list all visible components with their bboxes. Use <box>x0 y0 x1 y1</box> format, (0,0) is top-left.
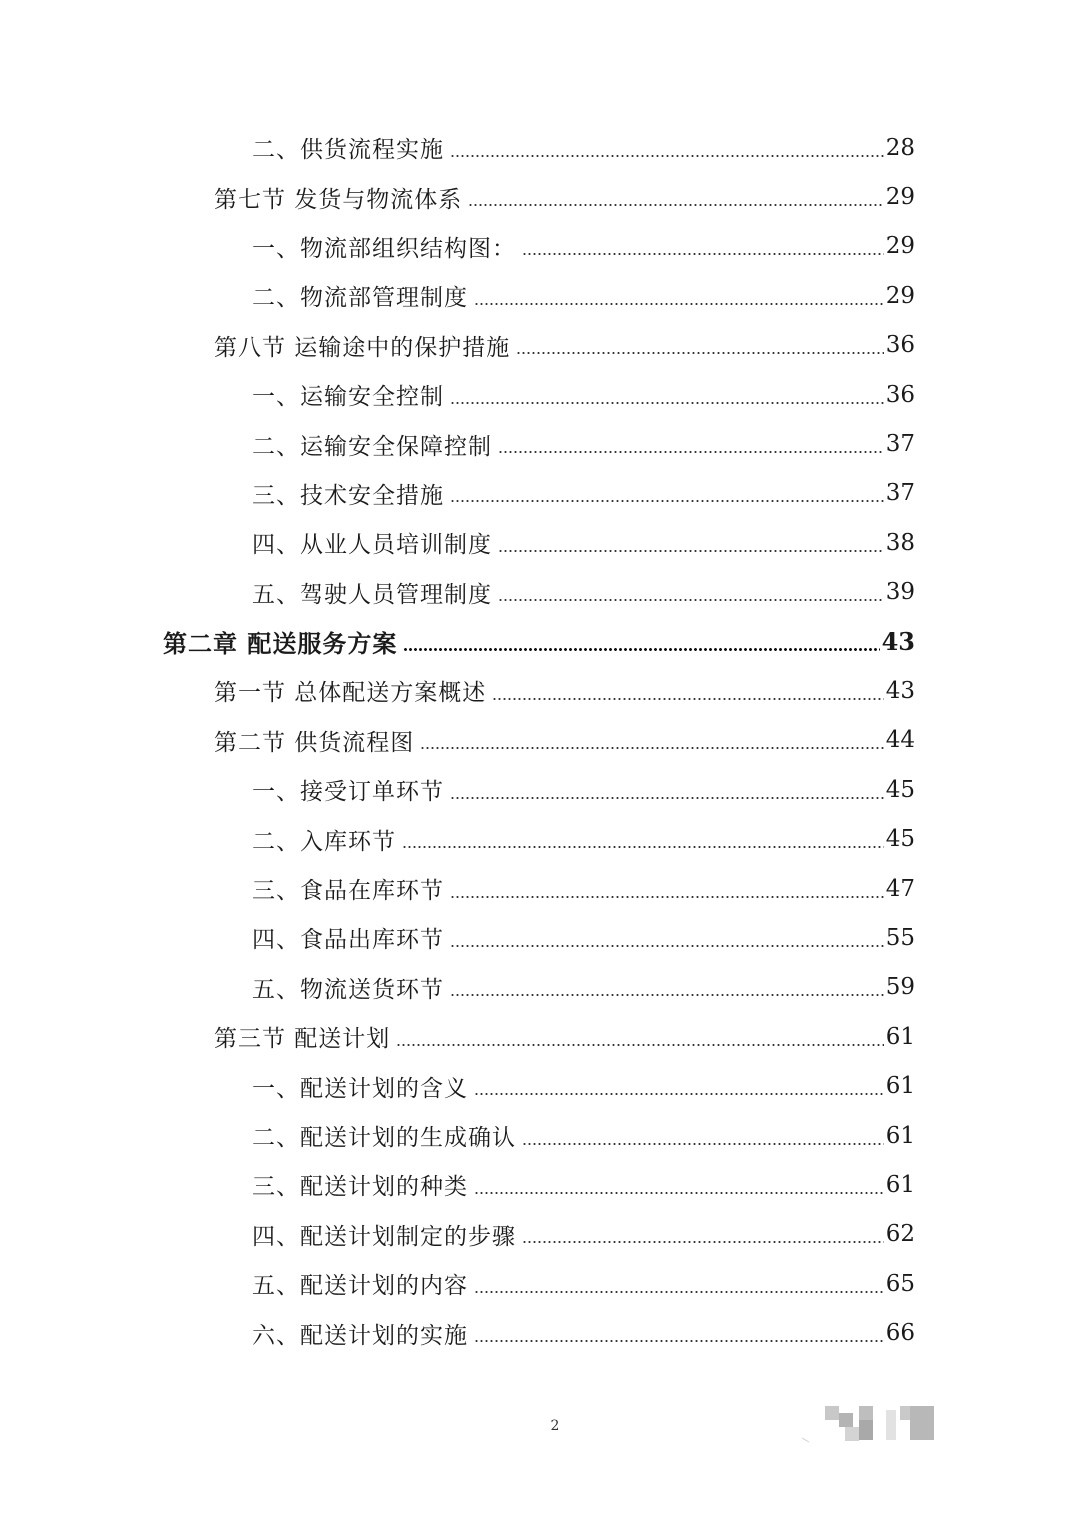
toc-entry[interactable] <box>0 172 1080 221</box>
toc-entry[interactable] <box>0 716 1080 765</box>
toc-entry[interactable] <box>0 518 1080 567</box>
pixelated-watermark <box>800 1400 940 1450</box>
toc-entry-page: 61 <box>885 1023 915 1050</box>
toc-leader-dots <box>450 994 884 996</box>
toc-entry-page: 43 <box>881 627 915 657</box>
toc-entry[interactable] <box>0 1111 1080 1160</box>
toc-entry[interactable] <box>0 1061 1080 1110</box>
toc-leader-dots <box>474 1291 884 1293</box>
toc-entry-title: 三、配送计划的种类 <box>252 1174 468 1201</box>
toc-entry[interactable] <box>0 271 1080 320</box>
toc-leader-dots <box>450 402 884 404</box>
toc-entry-title: 第二节 供货流程图 <box>214 729 415 756</box>
toc-entry-page: 39 <box>885 579 915 606</box>
toc-entry-title: 五、配送计划的内容 <box>252 1273 468 1300</box>
toc-entry-title: 四、配送计划制定的步骤 <box>252 1223 516 1250</box>
toc-entry-title: 五、驾驶人员管理制度 <box>252 581 492 608</box>
toc-entry-page: 28 <box>885 134 915 161</box>
toc-leader-dots <box>522 1143 884 1145</box>
toc-leader-dots <box>403 648 879 651</box>
toc-leader-dots <box>522 1241 884 1243</box>
toc-entry-page: 37 <box>885 431 915 458</box>
toc-entry-page: 43 <box>885 677 915 704</box>
toc-entry-title: 第三节 配送计划 <box>214 1026 391 1053</box>
toc-leader-dots <box>474 1192 884 1194</box>
toc-entry-title: 第一节 总体配送方案概述 <box>214 680 487 707</box>
toc-entry[interactable] <box>0 123 1080 172</box>
toc-entry[interactable] <box>0 1259 1080 1308</box>
toc-entry-page: 44 <box>885 727 915 754</box>
toc-leader-dots <box>396 1044 883 1046</box>
toc-entry-page: 36 <box>885 332 915 359</box>
toc-entry-page: 62 <box>885 1221 915 1248</box>
toc-leader-dots <box>498 599 884 601</box>
toc-leader-dots <box>450 896 884 898</box>
toc-leader-dots <box>402 846 884 848</box>
toc-entry[interactable] <box>0 370 1080 419</box>
toc-entry-title: 五、物流送货环节 <box>252 976 444 1003</box>
toc-leader-dots <box>474 1093 884 1095</box>
toc-entry-title: 一、配送计划的含义 <box>252 1075 468 1102</box>
toc-entry[interactable] <box>0 321 1080 370</box>
toc-entry[interactable] <box>0 1012 1080 1061</box>
toc-entry-title: 一、接受订单环节 <box>252 779 444 806</box>
toc-leader-dots <box>498 451 884 453</box>
toc-entry[interactable] <box>0 913 1080 962</box>
toc-leader-dots <box>498 550 884 552</box>
toc-leader-dots <box>420 747 883 749</box>
toc-entry-page: 29 <box>885 233 915 260</box>
toc-entry-title: 六、配送计划的实施 <box>252 1322 468 1349</box>
toc-entry-title: 三、技术安全措施 <box>252 482 444 509</box>
toc-entry-page: 61 <box>885 1073 915 1100</box>
toc-entry-title: 第二章 配送服务方案 <box>163 629 398 659</box>
toc-entry-title: 四、食品出库环节 <box>252 927 444 954</box>
toc-entry-page: 38 <box>885 529 915 556</box>
toc-entry-page: 47 <box>885 875 915 902</box>
toc-entry-title: 一、运输安全控制 <box>252 384 444 411</box>
toc-entry-title: 二、配送计划的生成确认 <box>252 1125 516 1151</box>
toc-entry[interactable] <box>0 864 1080 913</box>
toc-leader-dots <box>450 797 884 799</box>
toc-entry-title: 一、物流部组织结构图： <box>252 235 516 262</box>
toc-entry-title: 二、供货流程实施 <box>252 137 444 164</box>
toc-entry[interactable] <box>0 1308 1080 1357</box>
toc-leader-dots <box>516 352 883 354</box>
toc-entry-title: 四、从业人员培训制度 <box>252 532 492 559</box>
toc-entry[interactable] <box>0 1160 1080 1209</box>
toc-entry-page: 36 <box>885 381 915 408</box>
toc-entry[interactable] <box>0 419 1080 468</box>
toc-entry-page: 55 <box>885 924 915 951</box>
toc-entry[interactable] <box>0 469 1080 518</box>
toc-entry[interactable] <box>0 765 1080 814</box>
toc-entry[interactable] <box>0 814 1080 863</box>
toc-leader-dots <box>474 303 884 305</box>
toc-entry-title: 第七节 发货与物流体系 <box>214 186 463 213</box>
toc-entry-page: 61 <box>885 1122 915 1149</box>
toc-entry[interactable] <box>0 617 1080 666</box>
toc-entry-page: 45 <box>885 776 915 803</box>
toc-entry-page: 66 <box>885 1320 915 1347</box>
table-of-contents <box>0 123 1080 1358</box>
toc-entry-title: 二、物流部管理制度 <box>252 285 468 312</box>
toc-entry[interactable] <box>0 963 1080 1012</box>
toc-leader-dots <box>474 1340 884 1342</box>
toc-entry-page: 37 <box>885 480 915 507</box>
toc-leader-dots <box>450 945 884 947</box>
toc-leader-dots <box>450 500 884 502</box>
toc-entry[interactable] <box>0 1210 1080 1259</box>
toc-entry[interactable] <box>0 222 1080 271</box>
toc-entry-page: 45 <box>885 826 915 853</box>
toc-entry-title: 三、食品在库环节 <box>252 878 444 905</box>
toc-entry-page: 59 <box>885 974 915 1001</box>
toc-leader-dots <box>450 155 884 157</box>
toc-leader-dots <box>492 698 883 700</box>
toc-entry-page: 29 <box>885 184 915 211</box>
page-number: 2 <box>550 1418 560 1434</box>
toc-entry[interactable] <box>0 568 1080 617</box>
toc-entry-page: 29 <box>885 282 915 309</box>
toc-entry[interactable] <box>0 666 1080 715</box>
toc-entry-title: 二、入库环节 <box>252 828 396 855</box>
toc-leader-dots <box>468 204 883 206</box>
toc-entry-page: 61 <box>885 1171 915 1198</box>
toc-leader-dots <box>522 253 884 255</box>
toc-entry-title: 二、运输安全保障控制 <box>252 433 492 460</box>
toc-entry-page: 65 <box>885 1270 915 1297</box>
toc-entry-title: 第八节 运输途中的保护措施 <box>214 334 511 361</box>
